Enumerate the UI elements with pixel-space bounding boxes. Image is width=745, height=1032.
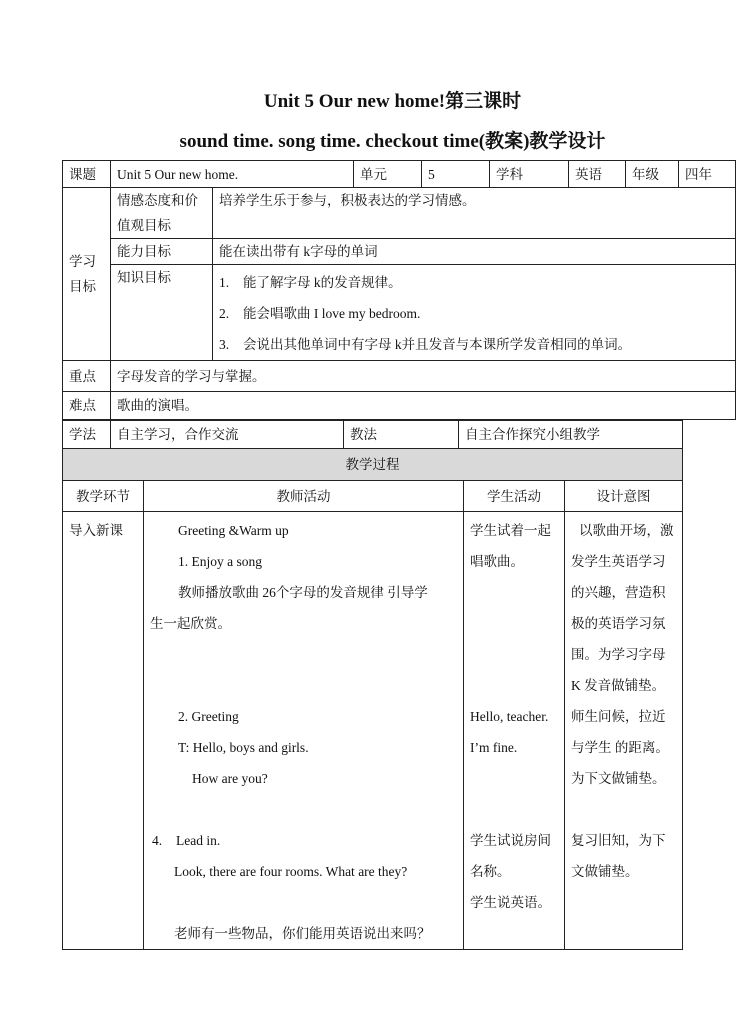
teacher-line (150, 825, 457, 856)
document-subtitle: sound time. song time. checkout time(教案)教学设计 (179, 131, 606, 152)
knowledge-item-num: 1. (219, 275, 230, 290)
study-method-label: 学法 (63, 421, 111, 449)
grade-value: 四年 (679, 161, 736, 188)
teacher-line: 生一起欣赏。 (150, 616, 231, 631)
lesson-info-table (62, 160, 736, 420)
design-intent-cell (565, 512, 683, 950)
design-line: 复习旧知，为下 (571, 833, 666, 848)
objectives-label-text: 学习目标 (69, 254, 96, 294)
teacher-line: 老师有一些物品，你们能用英语说出来吗？ (174, 926, 431, 941)
teacher-line: Greeting &Warm up (178, 523, 289, 538)
teacher-line: Look, there are four rooms. What are they? (174, 864, 408, 879)
col-stage: 教学环节 (63, 481, 144, 512)
student-line: 学生试着一起 (470, 523, 551, 538)
student-line: Hello, teacher. (470, 709, 549, 724)
knowledge-item (219, 267, 729, 298)
objectives-label (63, 188, 111, 361)
teacher-line-num: 4. (152, 833, 163, 848)
stage-name: 导入新课 (69, 523, 123, 538)
knowledge-item (219, 298, 729, 329)
design-line: 与学生 的距离。 (571, 740, 669, 755)
design-line: 文做铺垫。 (571, 864, 639, 879)
process-header: 教学过程 (63, 449, 683, 481)
design-line: 围。为学习字母 (571, 647, 666, 662)
topic-label: 课题 (63, 161, 111, 188)
col-teacher: 教师活动 (144, 481, 464, 512)
design-line: 发学生英语学习 (571, 554, 666, 569)
knowledge-item-text: 会说出其他单词中有字母 k并且发音与本课所学发音相同的单词。 (243, 337, 632, 352)
emotion-value: 培养学生乐于参与，积极表达的学习情感。 (213, 188, 736, 239)
design-line: 以歌曲开场，激 (579, 523, 674, 538)
subject-label: 学科 (490, 161, 569, 188)
subject-value: 英语 (569, 161, 626, 188)
knowledge-item-num: 3. (219, 337, 230, 352)
key-point-value: 字母发音的学习与掌握。 (111, 361, 736, 392)
student-line: 学生试说房间 (470, 833, 551, 848)
teacher-line: 1. Enjoy a song (178, 554, 262, 569)
teach-method-label: 教法 (344, 421, 459, 449)
student-line: 唱歌曲。 (470, 554, 524, 569)
teacher-line: 教师播放歌曲 26个字母的发音规律 引导学 (178, 585, 428, 600)
key-point-label: 重点 (63, 361, 111, 392)
grade-label: 年级 (626, 161, 679, 188)
ability-value: 能在读出带有 k字母的单词 (213, 239, 736, 265)
teacher-line: How are you? (192, 771, 268, 786)
student-line: 名称。 (470, 864, 511, 879)
knowledge-label: 知识目标 (111, 265, 213, 361)
col-design: 设计意图 (565, 481, 683, 512)
teacher-line: T: Hello, boys and girls. (178, 740, 309, 755)
unit-label: 单元 (354, 161, 422, 188)
knowledge-item-num: 2. (219, 306, 230, 321)
knowledge-item-text: 能了解字母 k的发音规律。 (243, 275, 402, 290)
teacher-activity-cell (144, 512, 464, 950)
process-table (62, 448, 683, 950)
knowledge-list (213, 265, 736, 361)
design-line: 师生问候，拉近 (571, 709, 666, 724)
teach-method-value: 自主合作探究小组教学 (459, 421, 683, 449)
student-activity-cell (464, 512, 565, 950)
teacher-line: 2. Greeting (178, 709, 239, 724)
knowledge-item-text: 能会唱歌曲 I love my bedroom. (243, 306, 421, 321)
difficulty-value: 歌曲的演唱。 (111, 392, 736, 420)
stage-cell (63, 512, 144, 950)
study-method-value: 自主学习，合作交流 (111, 421, 344, 449)
design-line: 为下文做铺垫。 (571, 771, 666, 786)
knowledge-item (219, 329, 729, 360)
student-line: I’m fine. (470, 740, 518, 755)
method-table (62, 420, 683, 449)
design-line: 极的英语学习氛 (571, 616, 666, 631)
document-title: Unit 5 Our new home!第三课时 (263, 91, 522, 112)
col-student: 学生活动 (464, 481, 565, 512)
unit-value: 5 (422, 161, 490, 188)
design-line: K 发音做铺垫。 (571, 678, 666, 693)
topic-value: Unit 5 Our new home. (111, 161, 354, 188)
emotion-label: 情感态度和价值观目标 (111, 188, 213, 239)
student-line: 学生说英语。 (470, 895, 551, 910)
ability-label: 能力目标 (111, 239, 213, 265)
difficulty-label: 难点 (63, 392, 111, 420)
teacher-line-text: Lead in. (176, 833, 221, 848)
design-line: 的兴趣，营造积 (571, 585, 666, 600)
